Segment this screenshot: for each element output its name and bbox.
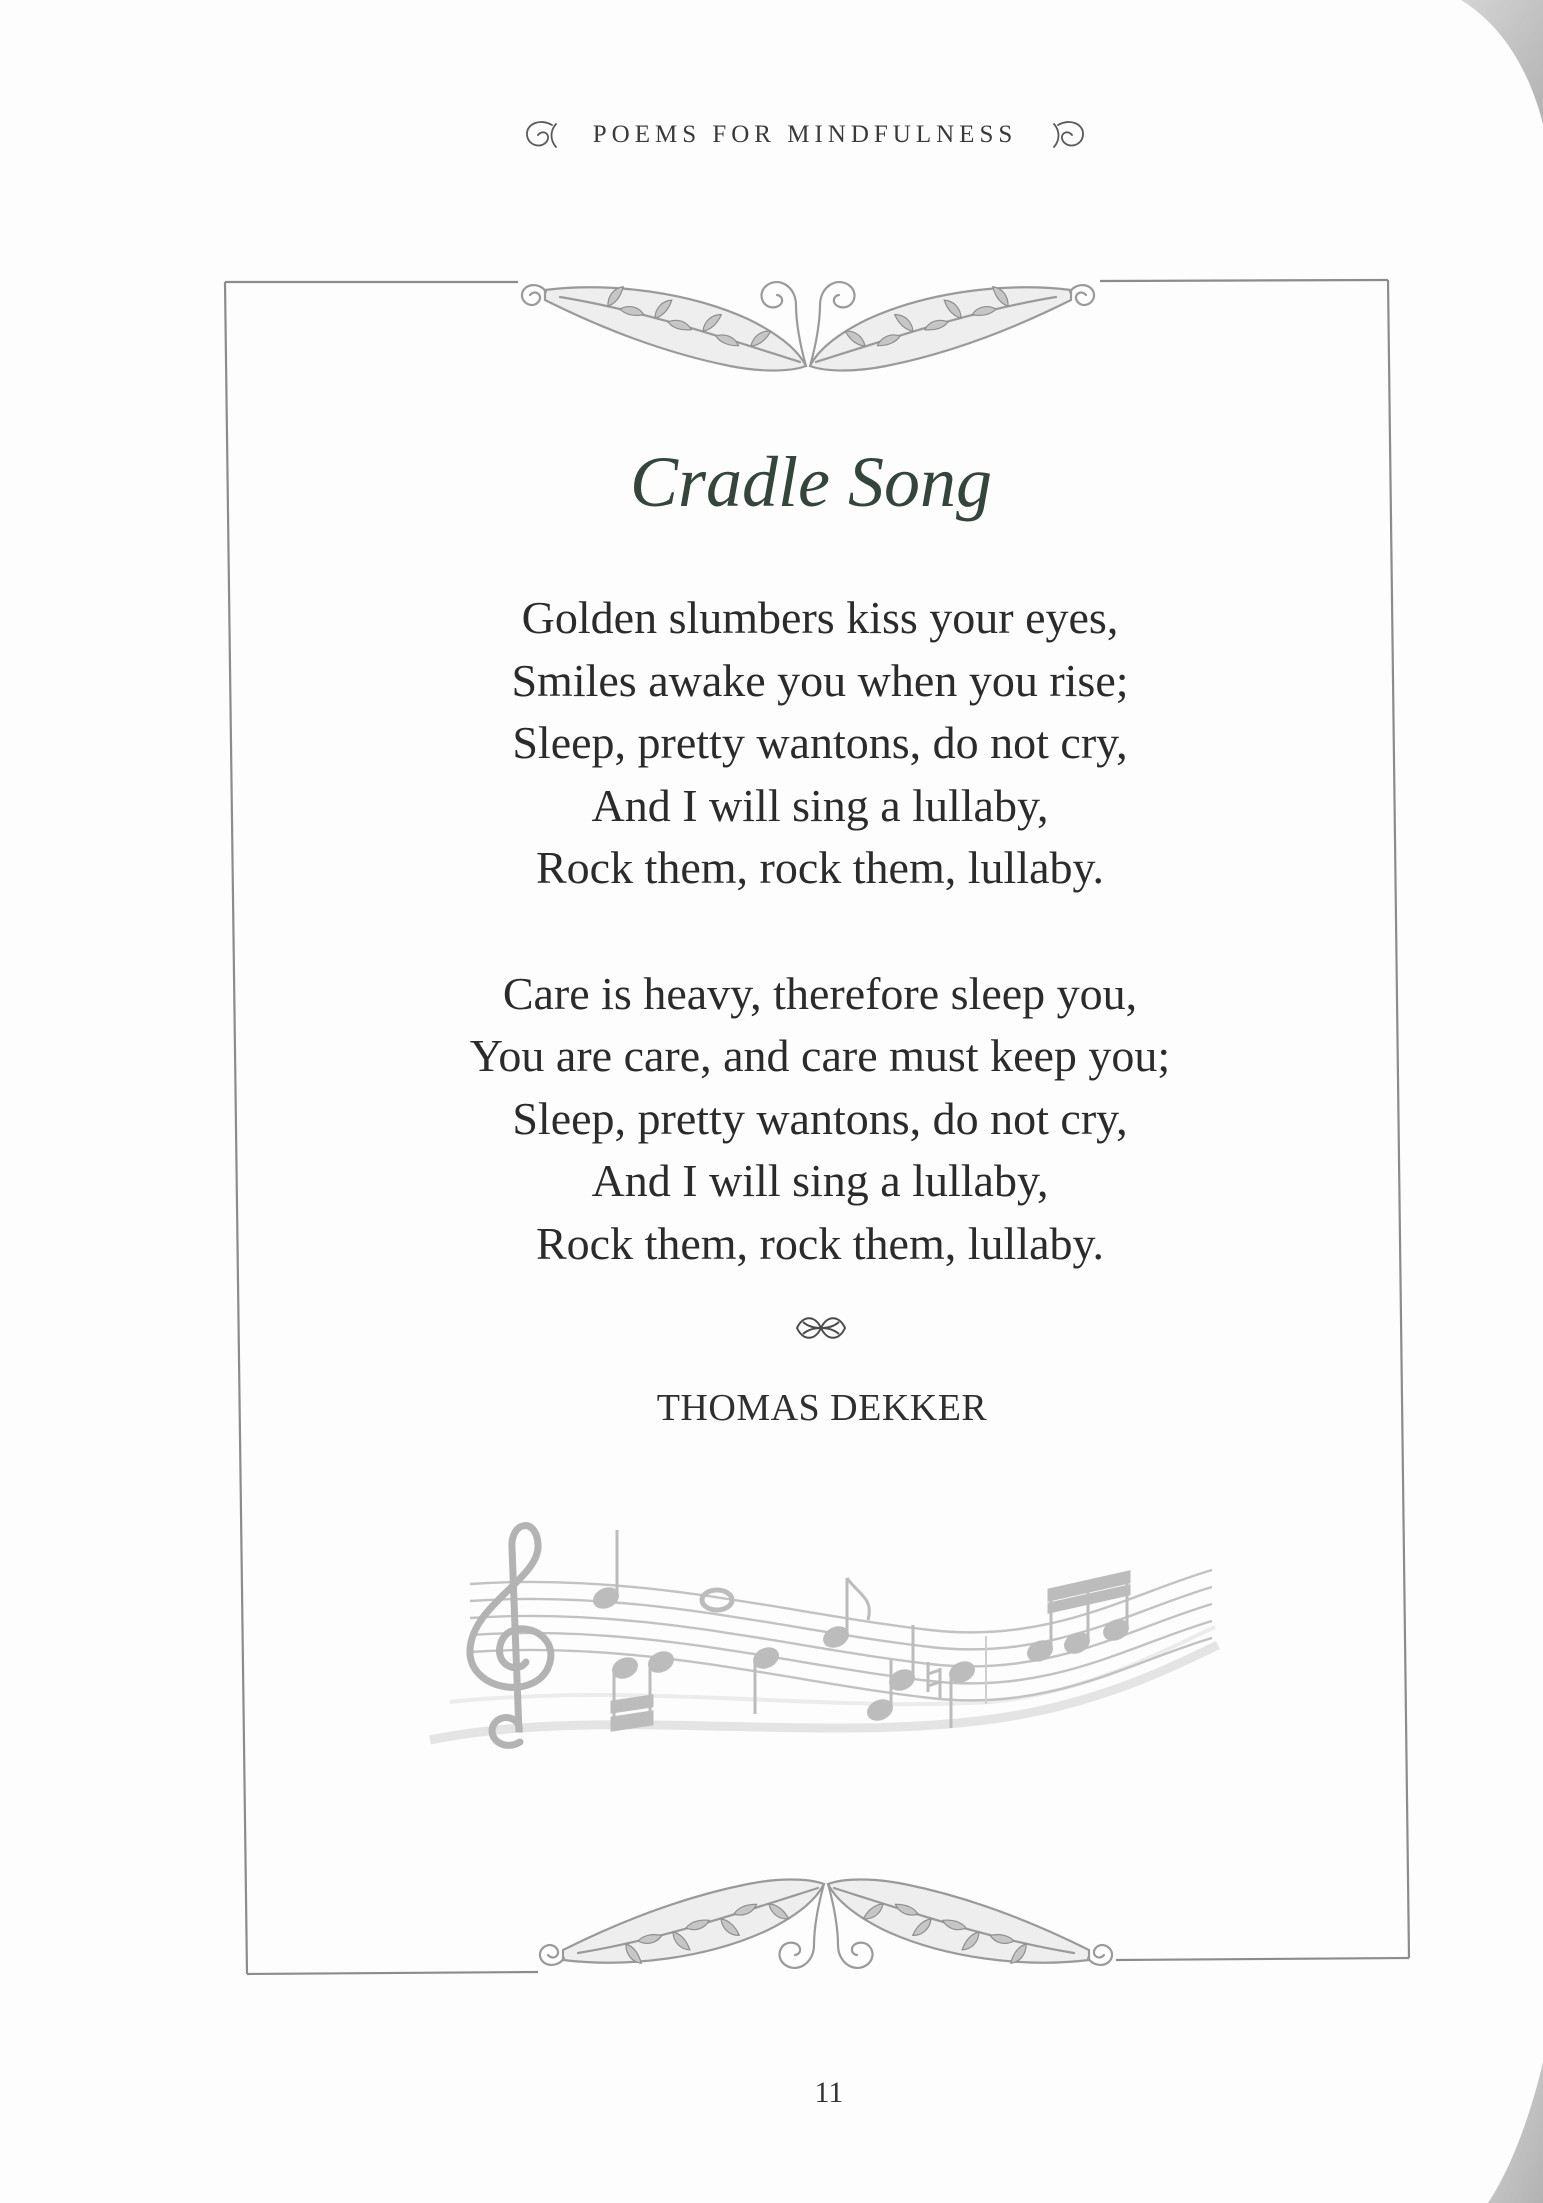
poem-line: Golden slumbers kiss your eyes, [521, 592, 1119, 643]
ornament-right-half [828, 1880, 1112, 1968]
top-scroll-ornament-icon [522, 282, 1094, 370]
poem-line: Care is heavy, therefore sleep you, [502, 967, 1138, 1019]
page-number: 11 [814, 2076, 844, 2109]
stanza [420, 963, 1220, 1276]
frame-right [1388, 280, 1409, 1958]
beamed-notes [611, 1649, 676, 1730]
poem-title: Cradle Song [629, 442, 992, 522]
poem-line: Sleep, pretty wantons, do not cry, [512, 717, 1128, 769]
poem-line: You are care, and care must keep you; [469, 1030, 1171, 1082]
music-note [592, 1530, 621, 1611]
page-corner-shadow [1488, 2062, 1543, 2203]
fleuron-left-icon [527, 122, 556, 147]
poem-body [420, 587, 1220, 1276]
knot-ornament-icon [797, 1318, 845, 1338]
running-head: POEMS FOR MINDFULNESS [592, 121, 1018, 148]
page-corner-shadow [1461, 0, 1543, 124]
ornament-left-half [522, 282, 806, 370]
frame-bottom-left [247, 1972, 538, 1974]
poem-line: Rock them, rock them, lullaby. [535, 842, 1105, 894]
poem-author: THOMAS DEKKER [656, 1387, 988, 1429]
bottom-scroll-ornament-icon [540, 1880, 1112, 1968]
fleuron-right-icon [1054, 122, 1083, 147]
frame-top-right [1100, 280, 1388, 281]
note-beam [612, 1696, 652, 1712]
poem-line: Sleep, pretty wantons, do not cry, [512, 1092, 1128, 1144]
note-flag [847, 1578, 869, 1620]
eighth-note [822, 1578, 870, 1650]
treble-clef-icon [470, 1526, 551, 1746]
stanza [420, 587, 1220, 900]
beamed-notes [1026, 1572, 1131, 1664]
music-staff-icon [430, 1526, 1218, 1746]
frame-left [225, 282, 247, 1974]
ornament-left-half [540, 1880, 824, 1968]
music-notes [592, 1530, 1131, 1730]
poem-line: Rock them, rock them, lullaby. [535, 1217, 1105, 1269]
ornament-right-half [810, 282, 1094, 370]
poem-line: And I will sing a lullaby, [591, 779, 1049, 831]
poem-line: Smiles awake you when you rise; [511, 654, 1129, 706]
frame-bottom-right [1116, 1958, 1409, 1960]
music-note [752, 1645, 781, 1714]
fleuron-right-curl [1058, 122, 1083, 146]
knot-weave [803, 1322, 839, 1334]
poem-line: And I will sing a lullaby, [591, 1155, 1049, 1207]
fleuron-left-curl [527, 122, 552, 146]
